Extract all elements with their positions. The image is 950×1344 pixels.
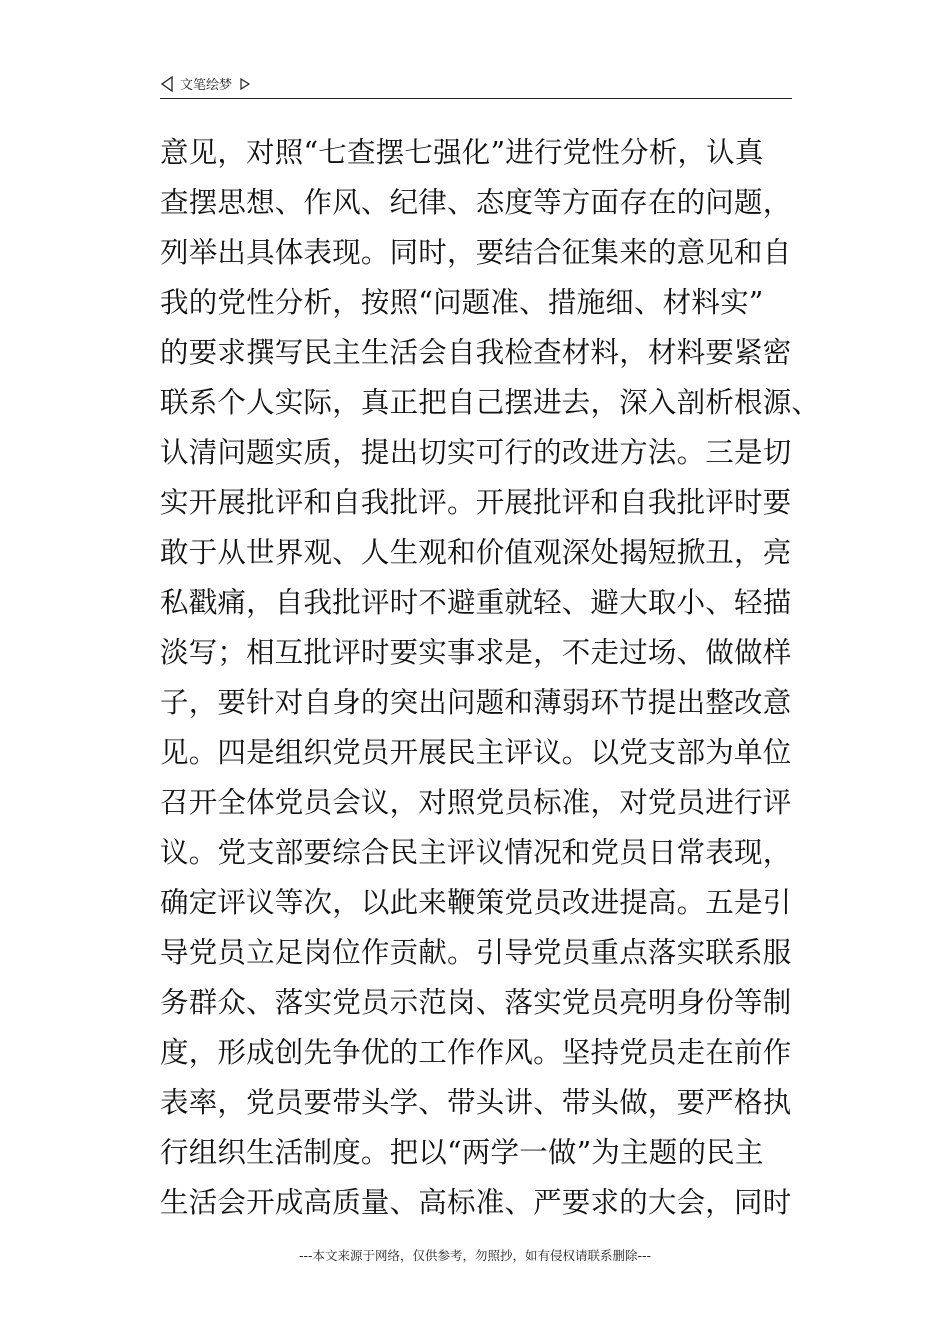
text-line: 私戳痛，自我批评时不避重就轻、避大取小、轻描 xyxy=(160,586,792,619)
text-line: 意见，对照“七查摆七强化”进行党性分析，认真 xyxy=(160,136,764,169)
document-body xyxy=(160,128,821,1228)
triangle-left-icon xyxy=(160,76,174,92)
text-line: 议。党支部要综合民主评议情况和党员日常表现， xyxy=(160,836,792,869)
text-line: 确定评议等次，以此来鞭策党员改进提高。五是引 xyxy=(160,886,792,919)
text-line: 度，形成创先争优的工作作风。坚持党员走在前作 xyxy=(160,1036,792,1069)
text-line: 查摆思想、作风、纪律、态度等方面存在的问题， xyxy=(160,186,792,219)
text-line: 表率，党员要带头学、带头讲、带头做，要严格执 xyxy=(160,1086,792,1119)
text-line: 生活会开成高质量、高标准、严要求的大会，同时 xyxy=(160,1186,792,1219)
triangle-right-icon xyxy=(238,76,252,92)
text-line: 认清问题实质，提出切实可行的改进方法。三是切 xyxy=(160,436,792,469)
text-line: 列举出具体表现。同时，要结合征集来的意见和自 xyxy=(160,236,792,269)
text-line: 导党员立足岗位作贡献。引导党员重点落实联系服 xyxy=(160,936,792,969)
header-title: 文笔绘梦 xyxy=(180,78,233,93)
text-line: 联系个人实际，真正把自己摆进去，深入剖析根源、 xyxy=(160,386,821,419)
text-line: 行组织生活制度。把以“两学一做”为主题的民主 xyxy=(160,1136,764,1169)
text-line: 召开全体党员会议，对照党员标准，对党员进行评 xyxy=(160,786,792,819)
text-line: 淡写；相互批评时要实事求是，不走过场、做做样 xyxy=(160,636,792,669)
text-line: 敢于从世界观、人生观和价值观深处揭短掀丑，亮 xyxy=(160,536,792,569)
page-header xyxy=(160,74,792,99)
text-line: 务群众、落实党员示范岗、落实党员亮明身份等制 xyxy=(160,986,792,1019)
text-line: 实开展批评和自我批评。开展批评和自我批评时要 xyxy=(160,486,792,519)
text-line: 的要求撰写民主生活会自我检查材料，材料要紧密 xyxy=(160,336,792,369)
text-line: 子，要针对自身的突出问题和薄弱环节提出整改意 xyxy=(160,686,792,719)
text-line: 见。四是组织党员开展民主评议。以党支部为单位 xyxy=(160,736,792,769)
page-footer: ---本文来源于网络，仅供参考，勿照抄，如有侵权请联系删除--- xyxy=(298,1248,652,1263)
text-line: 我的党性分析，按照“问题准、措施细、材料实” xyxy=(160,286,764,319)
header-inner xyxy=(160,74,792,93)
